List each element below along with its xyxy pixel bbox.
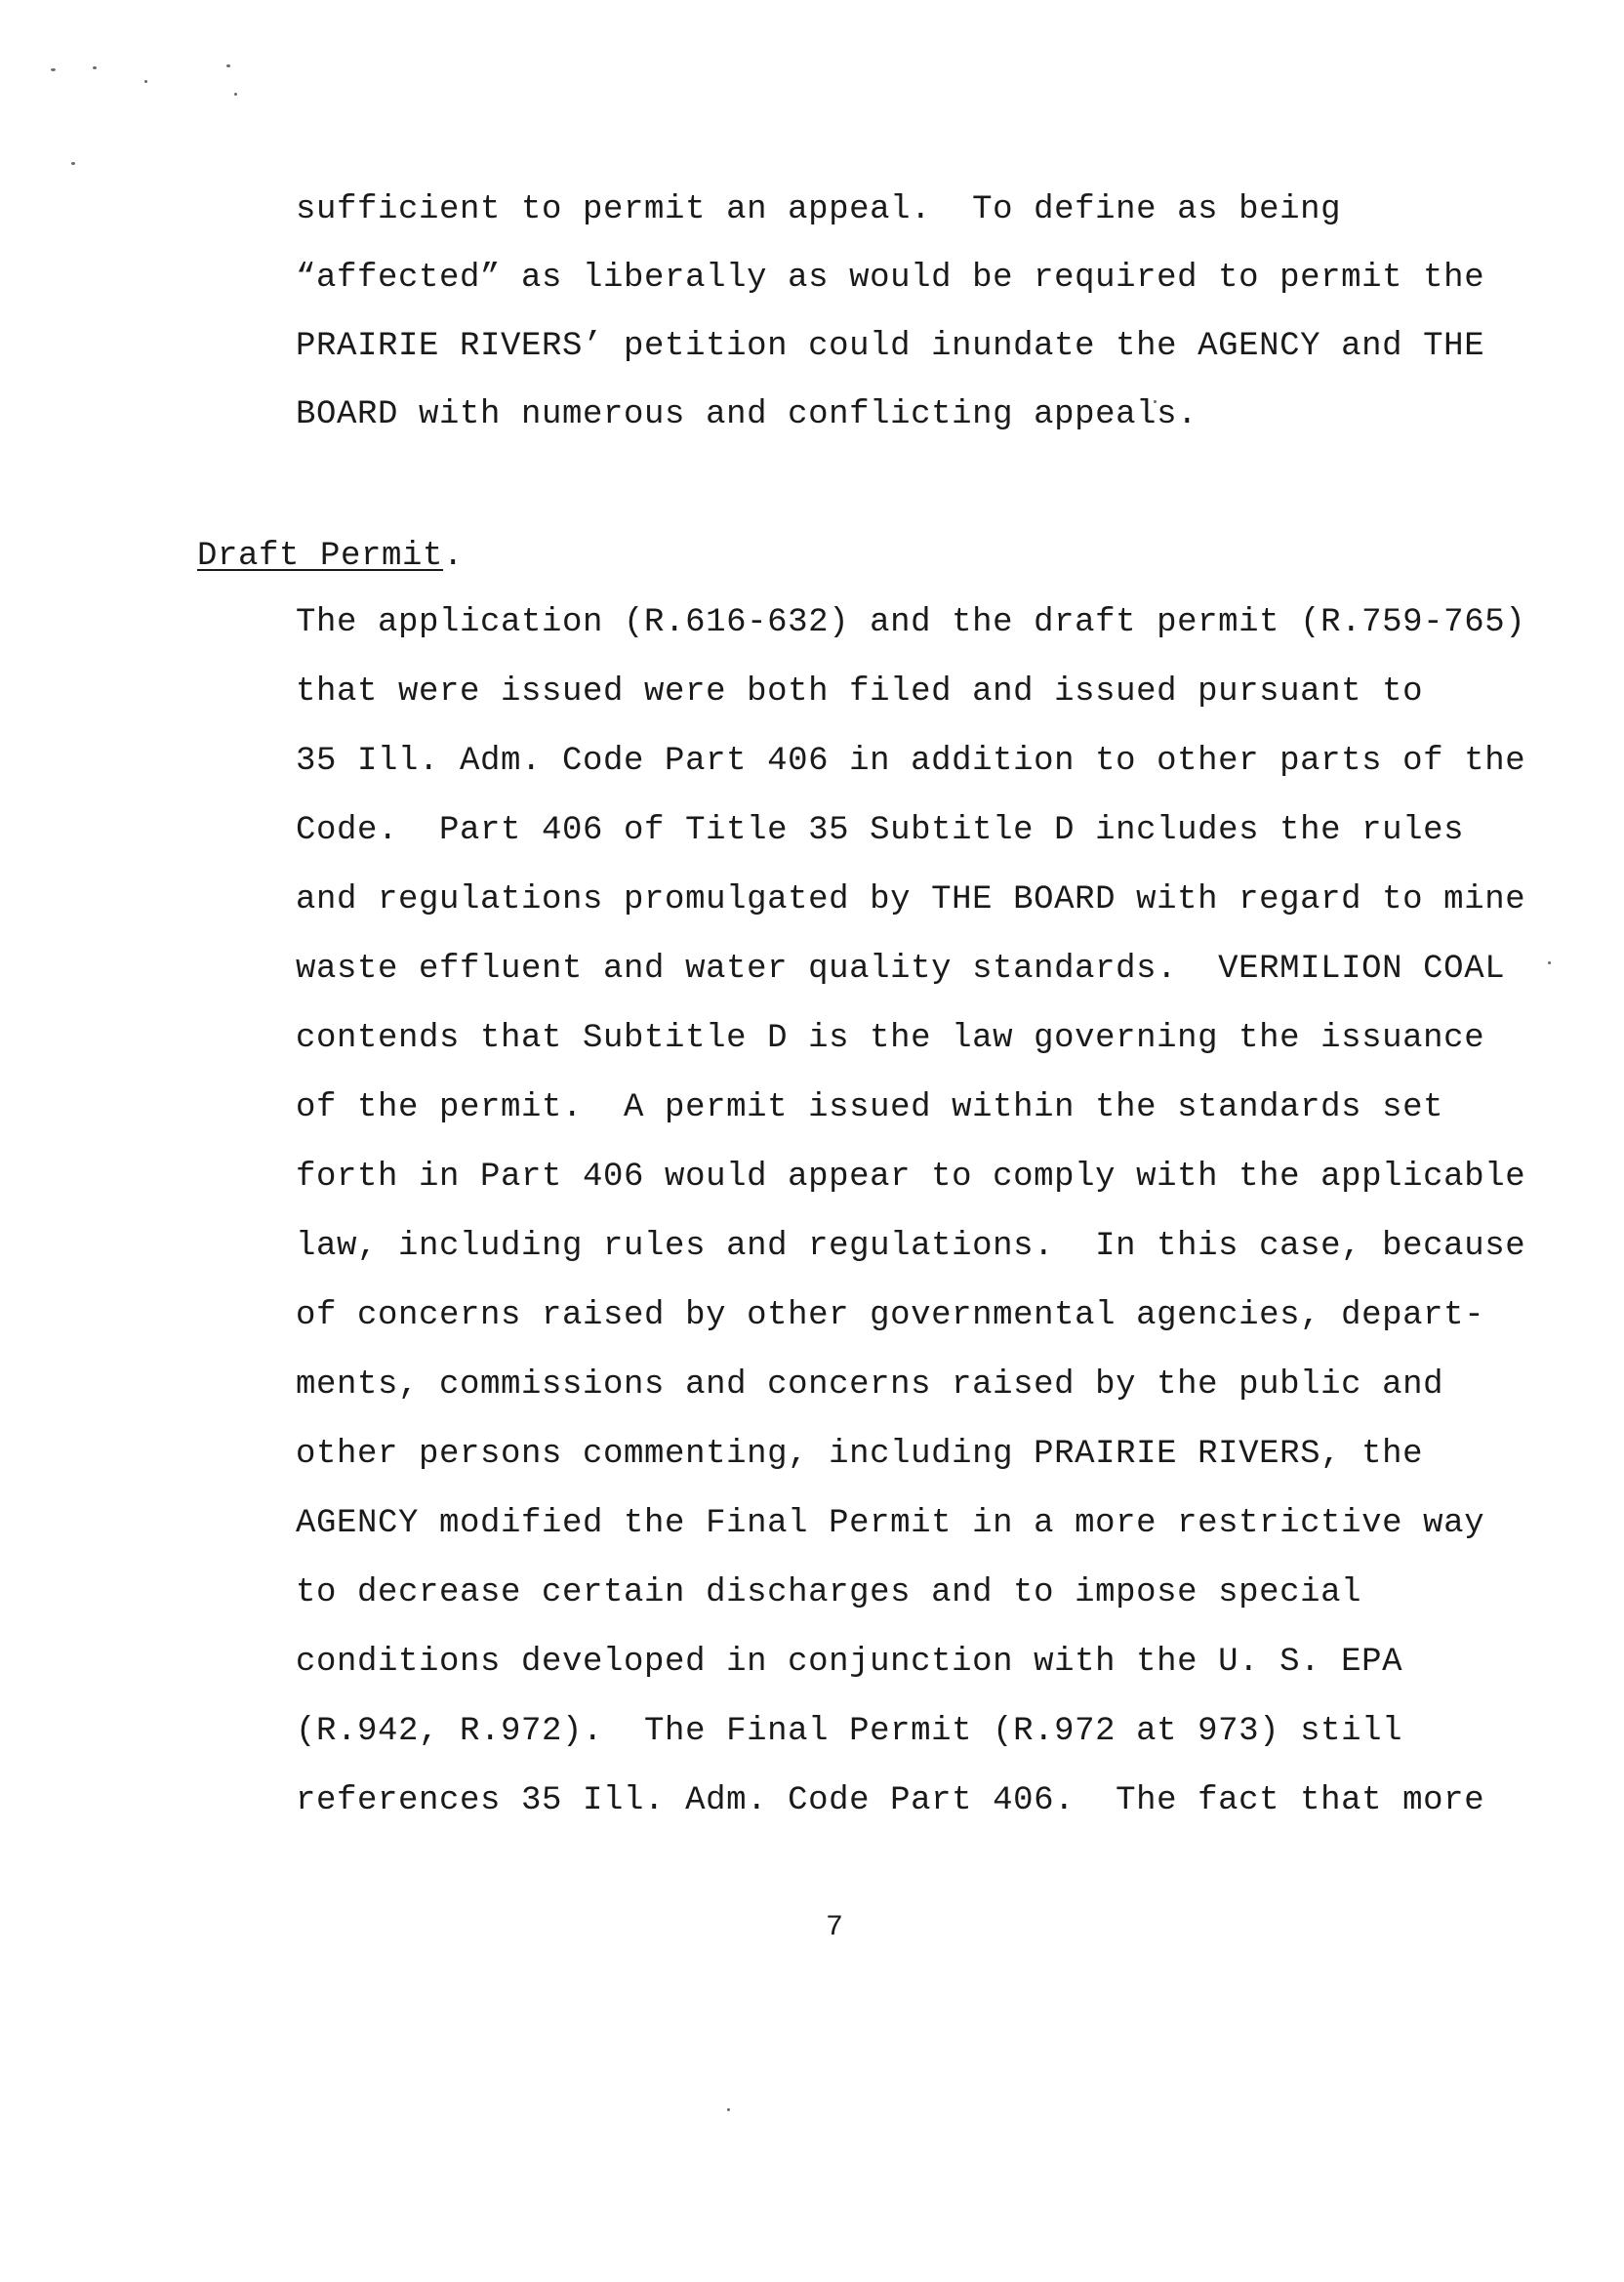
scan-speck xyxy=(234,93,237,96)
section-heading-text: Draft Permit xyxy=(197,538,444,575)
text-line: of concerns raised by other governmental agencies, depart- xyxy=(296,1297,1485,1334)
scan-speck xyxy=(93,66,97,69)
text-line: ments, commissions and concerns raised by the public and xyxy=(296,1366,1444,1404)
scan-speck xyxy=(71,162,75,165)
text-line: and regulations promulgated by THE BOARD with regard to mine xyxy=(296,881,1526,918)
page-number: 7 xyxy=(825,1911,843,1944)
text-line: 35 Ill. Adm. Code Part 406 in addition to other parts of the xyxy=(296,743,1526,780)
scan-speck xyxy=(144,80,147,83)
scan-speck xyxy=(51,68,56,71)
text-line: AGENCY modified the Final Permit in a more restrictive way xyxy=(296,1505,1485,1542)
text-line: BOARD with numerous and conflicting appeals. xyxy=(296,396,1198,433)
text-line: PRAIRIE RIVERS’ petition could inundate the AGENCY and THE xyxy=(296,328,1485,365)
text-line: “affected” as liberally as would be required to permit the xyxy=(296,260,1485,297)
scan-speck xyxy=(226,64,230,67)
section-heading-period: . xyxy=(443,538,465,575)
section-heading xyxy=(197,537,464,576)
text-line: that were issued were both filed and issued pursuant to xyxy=(296,673,1424,711)
text-line: to decrease certain discharges and to impose special xyxy=(296,1574,1362,1611)
text-line: forth in Part 406 would appear to comply with the applicable xyxy=(296,1159,1526,1196)
scan-speck xyxy=(1548,961,1551,964)
text-line: The application (R.616-632) and the draft permit (R.759-765) xyxy=(296,604,1526,641)
text-line: references 35 Ill. Adm. Code Part 406. The fact that more xyxy=(296,1782,1485,1819)
text-line: of the permit. A permit issued within the standards set xyxy=(296,1089,1444,1126)
text-line: sufficient to permit an appeal. To define as being xyxy=(296,191,1342,228)
text-line: Code. Part 406 of Title 35 Subtitle D includes the rules xyxy=(296,812,1465,849)
text-line: other persons commenting, including PRAIRIE RIVERS, the xyxy=(296,1436,1424,1473)
text-line: conditions developed in conjunction with the U. S. EPA xyxy=(296,1644,1403,1681)
scan-speck xyxy=(727,2108,730,2111)
text-line: contends that Subtitle D is the law governing the issuance xyxy=(296,1020,1485,1057)
text-line: waste effluent and water quality standards. VERMILION COAL xyxy=(296,951,1506,988)
text-line: law, including rules and regulations. In this case, because xyxy=(296,1228,1526,1265)
text-line: (R.942, R.972). The Final Permit (R.972 at 973) still xyxy=(296,1713,1403,1750)
